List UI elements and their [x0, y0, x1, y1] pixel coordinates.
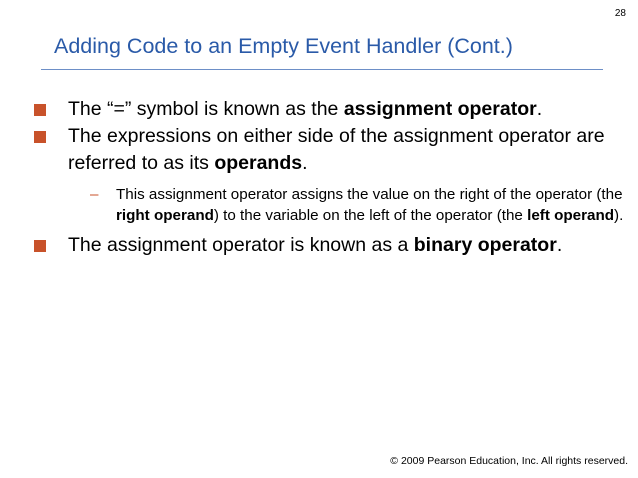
bullet-item — [34, 232, 624, 259]
bullet-text: The assignment operator is known as a — [68, 234, 414, 256]
sub-bullet-text: ) to the variable on the left of the operator (the — [213, 207, 528, 224]
sub-bullet-text: ). — [614, 207, 624, 224]
bullet-item — [34, 96, 624, 123]
title-divider — [41, 69, 603, 70]
bullet-item — [34, 123, 624, 177]
sub-bullet-item — [34, 184, 624, 226]
sub-bullet-text: This assignment operator assigns the value on the right of the operator (the — [116, 186, 623, 203]
slide-body — [34, 96, 624, 259]
sub-bullet-bold-term: left operand — [527, 207, 615, 224]
bullet-bold-term: assignment operator — [343, 98, 537, 120]
square-bullet-icon — [34, 131, 46, 143]
bullet-text: The expressions on either side of the assignment operator are referred to as its — [68, 125, 605, 174]
bullet-text-end: . — [556, 234, 563, 256]
bullet-bold-term: binary operator — [413, 234, 557, 256]
square-bullet-icon — [34, 104, 46, 116]
square-bullet-icon — [34, 240, 46, 252]
copyright-footer: © 2009 Pearson Education, Inc. All rights reserved. — [390, 455, 628, 467]
page-number: 28 — [614, 8, 626, 19]
sub-bullet-bold-term: right operand — [116, 207, 214, 224]
slide-title: Adding Code to an Empty Event Handler (Cont.) — [54, 34, 513, 58]
bullet-bold-term: operands — [214, 152, 303, 174]
bullet-text: The “=” symbol is known as the — [68, 98, 344, 120]
bullet-text-end: . — [536, 98, 543, 120]
bullet-text-end: . — [302, 152, 308, 174]
dash-bullet-icon: – — [90, 186, 99, 203]
